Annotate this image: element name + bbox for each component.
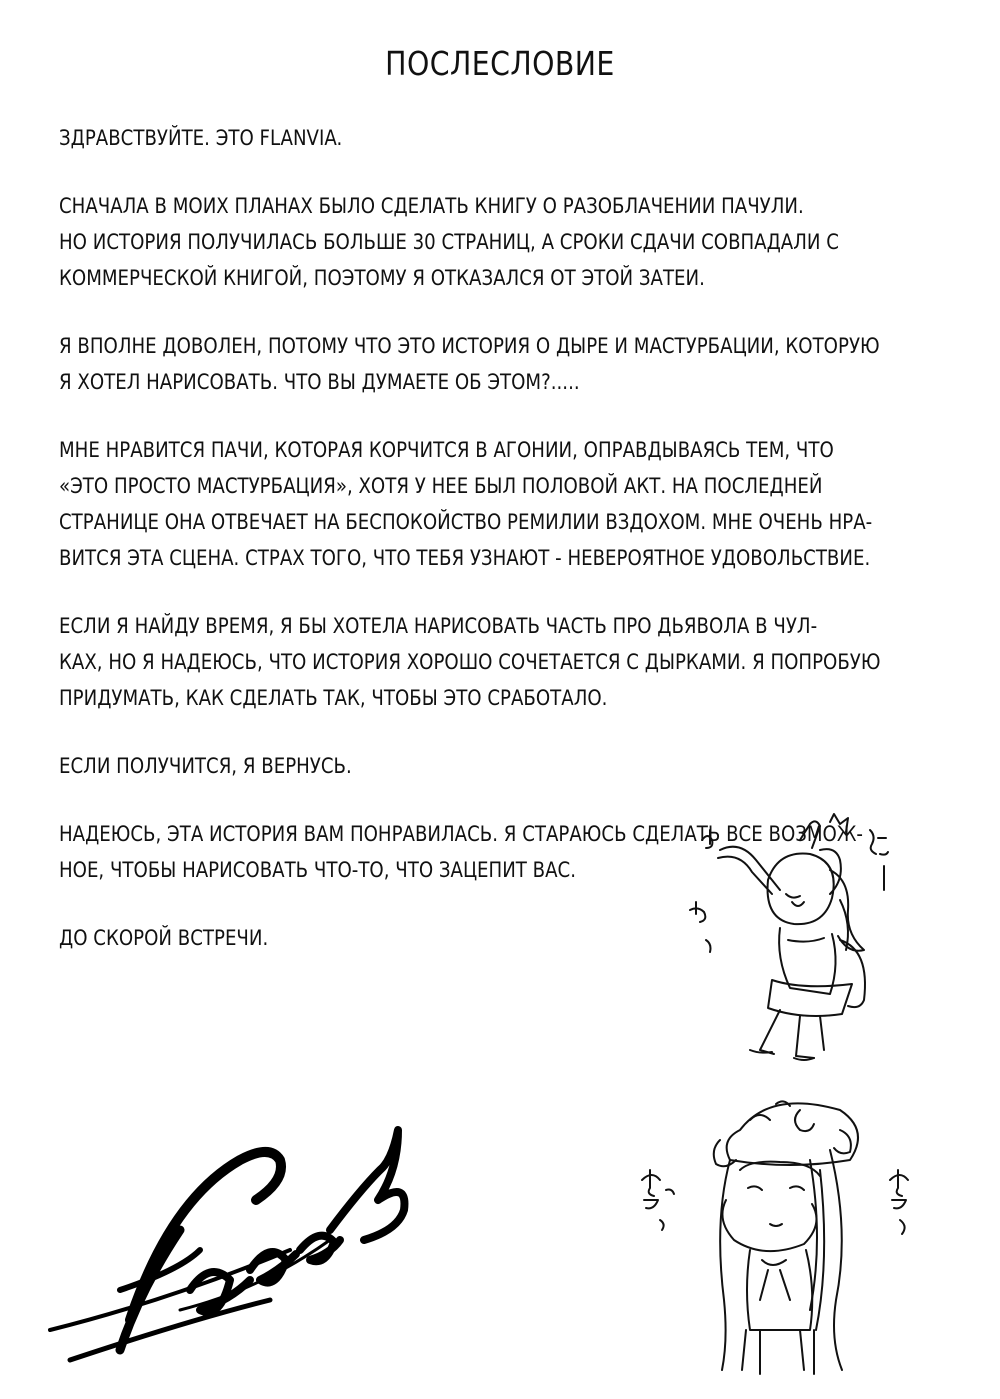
cheering-girl-sketch-icon [680,810,900,1070]
text-line: СТРАНИЦЕ ОНА ОТВЕЧАЕТ НА БЕСПОКОЙСТВО РЕМИЛИИ ВЗДОХОМ. МНЕ ОЧЕНЬ НРА- [59,510,873,534]
page-title: ПОСЛЕСЛОВИЕ [385,44,615,83]
paragraph-satisfied [59,328,939,400]
text-line: НО ИСТОРИЯ ПОЛУЧИЛАСЬ БОЛЬШЕ 30 СТРАНИЦ, А СРОКИ СДАЧИ СОВПАДАЛИ С [59,230,839,254]
handwritten-signature-icon [30,1090,430,1370]
paragraph-greeting [59,120,939,156]
text-line: ЕСЛИ ПОЛУЧИТСЯ, Я ВЕРНУСЬ. [59,754,352,778]
text-line: ДО СКОРОЙ ВСТРЕЧИ. [59,926,269,950]
text-line: КАХ, НО Я НАДЕЮСЬ, ЧТО ИСТОРИЯ ХОРОШО СОЧЕТАЕТСЯ С ДЫРКАМИ. Я ПОПРОБУЮ [59,650,881,674]
text-line: КОММЕРЧЕСКОЙ КНИГОЙ, ПОЭТОМУ Я ОТКАЗАЛСЯ ОТ ЭТОЙ ЗАТЕИ. [59,266,705,290]
text-line: НАДЕЮСЬ, ЭТА ИСТОРИЯ ВАМ ПОНРАВИЛАСЬ. Я СТАРАЮСЬ СДЕЛАТЬ ВСЕ ВОЗМОЖ- [59,822,863,846]
text-line: ЗДРАВСТВУЙТЕ. ЭТО FLANVIA. [59,126,343,150]
text-line: «ЭТО ПРОСТО МАСТУРБАЦИЯ», ХОТЯ У НЕЕ БЫЛ ПОЛОВОЙ АКТ. НА ПОСЛЕДНЕЙ [59,474,823,498]
paragraph-future-plans [59,608,939,716]
text-line: СНАЧАЛА В МОИХ ПЛАНАХ БЫЛО СДЕЛАТЬ КНИГУ О РАЗОБЛАЧЕНИИ ПАЧУЛИ. [59,194,804,218]
text-line: ЕСЛИ Я НАЙДУ ВРЕМЯ, Я БЫ ХОТЕЛА НАРИСОВАТЬ ЧАСТЬ ПРО ДЬЯВОЛА В ЧУЛ- [59,614,818,638]
paragraph-favorite-scene [59,432,939,576]
paragraph-plans [59,188,939,296]
text-line: Я ВПОЛНЕ ДОВОЛЕН, ПОТОМУ ЧТО ЭТО ИСТОРИЯ О ДЫРЕ И МАСТУРБАЦИИ, КОТОРУЮ [59,334,880,358]
paragraph-return [59,748,939,784]
text-line: НОЕ, ЧТОБЫ НАРИСОВАТЬ ЧТО-ТО, ЧТО ЗАЦЕПИТ ВАС. [59,858,577,882]
girl-with-mob-cap-sketch-icon [630,1090,940,1380]
text-line: ВИТСЯ ЭТА СЦЕНА. СТРАХ ТОГО, ЧТО ТЕБЯ УЗНАЮТ - НЕВЕРОЯТНОЕ УДОВОЛЬСТВИЕ. [59,546,871,570]
text-line: Я ХОТЕЛ НАРИСОВАТЬ. ЧТО ВЫ ДУМАЕТЕ ОБ ЭТОМ?..... [59,370,580,394]
text-line: МНЕ НРАВИТСЯ ПАЧИ, КОТОРАЯ КОРЧИТСЯ В АГОНИИ, ОПРАВДЫВАЯСЬ ТЕМ, ЧТО [59,438,834,462]
text-line: ПРИДУМАТЬ, КАК СДЕЛАТЬ ТАК, ЧТОБЫ ЭТО СРАБОТАЛО. [59,686,608,710]
